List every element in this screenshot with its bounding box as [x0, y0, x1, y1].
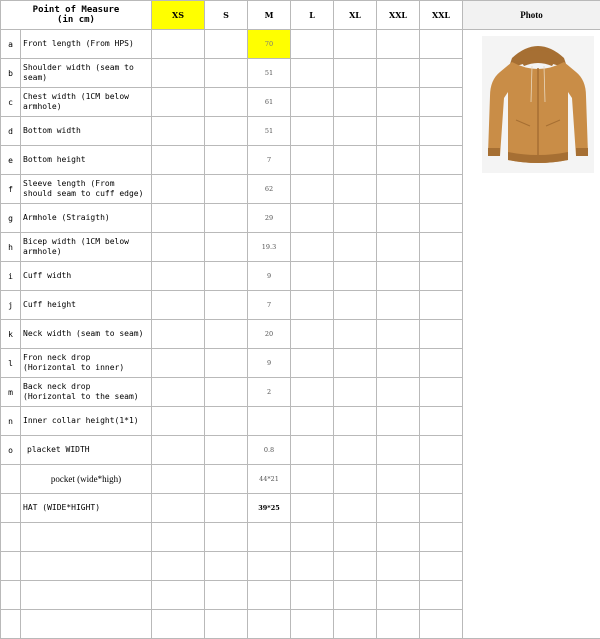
size-value-cell[interactable] — [377, 262, 420, 291]
hoodie-icon — [482, 36, 594, 173]
size-value-cell[interactable] — [420, 30, 463, 59]
row-label: Bicep width (1CM below armhole) — [21, 233, 152, 262]
size-value-cell[interactable] — [205, 30, 248, 59]
size-m-value[interactable]: 70 — [248, 30, 291, 59]
size-value-cell[interactable] — [420, 407, 463, 436]
size-value-cell[interactable] — [377, 349, 420, 378]
size-value-cell[interactable] — [205, 59, 248, 88]
size-value-cell[interactable] — [377, 204, 420, 233]
size-value-cell[interactable] — [205, 262, 248, 291]
size-m-value[interactable] — [248, 610, 291, 639]
size-value-cell[interactable] — [205, 610, 248, 639]
size-value-cell[interactable] — [377, 494, 420, 523]
size-value-cell[interactable] — [334, 436, 377, 465]
row-code: k — [1, 320, 21, 349]
size-value-cell[interactable] — [377, 88, 420, 117]
size-value-cell[interactable] — [334, 494, 377, 523]
row-code: d — [1, 117, 21, 146]
row-label: Armhole (Straigth) — [21, 204, 152, 233]
size-header-xl[interactable]: XL — [334, 1, 377, 30]
size-value-cell[interactable] — [291, 175, 334, 204]
row-code: n — [1, 407, 21, 436]
size-value-cell[interactable] — [152, 262, 205, 291]
size-value-cell[interactable] — [205, 494, 248, 523]
size-value-cell[interactable] — [377, 291, 420, 320]
size-value-cell[interactable] — [334, 523, 377, 552]
size-value-cell[interactable] — [152, 117, 205, 146]
size-m-value[interactable]: 20 — [248, 320, 291, 349]
size-value-cell[interactable] — [334, 262, 377, 291]
size-m-value[interactable]: 44*21 — [248, 465, 291, 494]
size-value-cell[interactable] — [152, 320, 205, 349]
size-value-cell[interactable] — [420, 175, 463, 204]
size-value-cell[interactable] — [152, 59, 205, 88]
row-code — [1, 552, 21, 581]
size-value-cell[interactable] — [152, 291, 205, 320]
size-m-value[interactable]: 39*25 — [248, 494, 291, 523]
size-value-cell[interactable] — [334, 117, 377, 146]
size-m-value[interactable]: 62 — [248, 175, 291, 204]
size-value-cell[interactable] — [205, 407, 248, 436]
size-value-cell[interactable] — [420, 117, 463, 146]
header-row — [1, 1, 600, 30]
product-photo — [482, 36, 594, 173]
size-value-cell[interactable] — [291, 59, 334, 88]
size-value-cell[interactable] — [205, 581, 248, 610]
size-value-cell[interactable] — [291, 320, 334, 349]
size-value-cell[interactable] — [205, 465, 248, 494]
table-row — [1, 30, 600, 59]
size-value-cell[interactable] — [205, 204, 248, 233]
size-m-value[interactable]: 61 — [248, 88, 291, 117]
size-value-cell[interactable] — [291, 291, 334, 320]
size-value-cell[interactable] — [420, 465, 463, 494]
row-code: m — [1, 378, 21, 407]
size-value-cell[interactable] — [334, 349, 377, 378]
row-code — [1, 494, 21, 523]
size-value-cell[interactable] — [291, 436, 334, 465]
size-value-cell[interactable] — [420, 581, 463, 610]
size-header-l[interactable]: L — [291, 1, 334, 30]
size-value-cell[interactable] — [377, 378, 420, 407]
size-header-xxl-2[interactable]: XXL — [420, 1, 463, 30]
size-value-cell[interactable] — [205, 523, 248, 552]
size-value-cell[interactable] — [205, 436, 248, 465]
size-value-cell[interactable] — [152, 233, 205, 262]
size-m-value[interactable]: 2 — [248, 378, 291, 407]
size-value-cell[interactable] — [152, 465, 205, 494]
size-value-cell[interactable] — [420, 494, 463, 523]
size-m-value[interactable] — [248, 523, 291, 552]
size-value-cell[interactable] — [291, 204, 334, 233]
size-value-cell[interactable] — [420, 320, 463, 349]
size-value-cell[interactable] — [334, 610, 377, 639]
size-header-xs[interactable]: XS — [152, 1, 205, 30]
size-value-cell[interactable] — [205, 378, 248, 407]
size-value-cell[interactable] — [152, 581, 205, 610]
row-code: l — [1, 349, 21, 378]
row-label — [21, 552, 152, 581]
point-of-measure-header: Point of Measure (in cm) — [1, 1, 152, 30]
row-code: g — [1, 204, 21, 233]
row-label: Front length (From HPS) — [21, 30, 152, 59]
size-value-cell[interactable] — [420, 291, 463, 320]
row-label: Back neck drop (Horizontal to the seam) — [21, 378, 152, 407]
size-m-value[interactable]: 51 — [248, 117, 291, 146]
size-value-cell[interactable] — [152, 552, 205, 581]
row-label: Fron neck drop (Horizontal to inner) — [21, 349, 152, 378]
size-value-cell[interactable] — [377, 610, 420, 639]
size-m-value[interactable] — [248, 552, 291, 581]
size-value-cell[interactable] — [334, 30, 377, 59]
size-value-cell[interactable] — [152, 88, 205, 117]
size-value-cell[interactable] — [420, 610, 463, 639]
size-m-value[interactable] — [248, 581, 291, 610]
size-value-cell[interactable] — [291, 494, 334, 523]
size-value-cell[interactable] — [205, 146, 248, 175]
row-label: Sleeve length (From should seam to cuff edge) — [21, 175, 152, 204]
size-value-cell[interactable] — [420, 262, 463, 291]
size-m-value[interactable]: 9 — [248, 262, 291, 291]
size-value-cell[interactable] — [152, 146, 205, 175]
row-label: Cuff height — [21, 291, 152, 320]
size-value-cell[interactable] — [205, 117, 248, 146]
size-value-cell[interactable] — [152, 494, 205, 523]
size-value-cell[interactable] — [420, 204, 463, 233]
row-code — [1, 523, 21, 552]
size-value-cell[interactable] — [291, 378, 334, 407]
size-value-cell[interactable] — [377, 320, 420, 349]
row-label: placket WIDTH — [21, 436, 152, 465]
size-m-value[interactable]: 19.3 — [248, 233, 291, 262]
size-value-cell[interactable] — [334, 146, 377, 175]
row-label — [21, 610, 152, 639]
row-code: i — [1, 262, 21, 291]
size-value-cell[interactable] — [334, 204, 377, 233]
size-value-cell[interactable] — [420, 146, 463, 175]
size-header-s[interactable]: S — [205, 1, 248, 30]
row-label: Bottom width — [21, 117, 152, 146]
row-code: j — [1, 291, 21, 320]
size-m-value[interactable]: 29 — [248, 204, 291, 233]
row-code: c — [1, 88, 21, 117]
row-label: Bottom height — [21, 146, 152, 175]
size-value-cell[interactable] — [291, 349, 334, 378]
size-value-cell[interactable] — [205, 233, 248, 262]
row-code: o — [1, 436, 21, 465]
size-value-cell[interactable] — [291, 523, 334, 552]
size-m-value[interactable] — [248, 407, 291, 436]
size-value-cell[interactable] — [334, 175, 377, 204]
size-value-cell[interactable] — [377, 465, 420, 494]
size-value-cell[interactable] — [334, 378, 377, 407]
row-label: Inner collar height(1*1) — [21, 407, 152, 436]
size-value-cell[interactable] — [205, 349, 248, 378]
row-code — [1, 610, 21, 639]
size-value-cell[interactable] — [152, 523, 205, 552]
size-m-value[interactable]: 9 — [248, 349, 291, 378]
size-value-cell[interactable] — [334, 407, 377, 436]
photo-header: Photo — [463, 1, 600, 30]
row-label: pocket (wide*high) — [21, 465, 152, 494]
size-value-cell[interactable] — [205, 552, 248, 581]
size-value-cell[interactable] — [420, 349, 463, 378]
size-value-cell[interactable] — [205, 88, 248, 117]
size-value-cell[interactable] — [420, 436, 463, 465]
size-value-cell[interactable] — [377, 59, 420, 88]
size-value-cell[interactable] — [152, 349, 205, 378]
row-label: Neck width (seam to seam) — [21, 320, 152, 349]
size-value-cell[interactable] — [334, 320, 377, 349]
size-value-cell[interactable] — [205, 291, 248, 320]
row-code: f — [1, 175, 21, 204]
size-value-cell[interactable] — [334, 233, 377, 262]
size-value-cell[interactable] — [334, 59, 377, 88]
size-value-cell[interactable] — [291, 30, 334, 59]
size-value-cell[interactable] — [377, 407, 420, 436]
size-value-cell[interactable] — [420, 88, 463, 117]
size-m-value[interactable]: 51 — [248, 59, 291, 88]
size-value-cell[interactable] — [205, 320, 248, 349]
size-value-cell[interactable] — [291, 233, 334, 262]
size-value-cell[interactable] — [334, 552, 377, 581]
photo-cell — [463, 30, 600, 639]
row-code: e — [1, 146, 21, 175]
size-value-cell[interactable] — [377, 581, 420, 610]
row-code: a — [1, 30, 21, 59]
size-value-cell[interactable] — [152, 436, 205, 465]
row-code — [1, 581, 21, 610]
size-value-cell[interactable] — [377, 117, 420, 146]
size-value-cell[interactable] — [377, 523, 420, 552]
size-value-cell[interactable] — [291, 262, 334, 291]
size-value-cell[interactable] — [420, 59, 463, 88]
row-label: Cuff width — [21, 262, 152, 291]
row-label: Shoulder width (seam to seam) — [21, 59, 152, 88]
row-code — [1, 465, 21, 494]
size-value-cell[interactable] — [377, 233, 420, 262]
row-code: b — [1, 59, 21, 88]
size-value-cell[interactable] — [377, 436, 420, 465]
size-header-m[interactable]: M — [248, 1, 291, 30]
size-value-cell[interactable] — [377, 30, 420, 59]
size-value-cell[interactable] — [291, 581, 334, 610]
size-value-cell[interactable] — [420, 378, 463, 407]
size-value-cell[interactable] — [152, 610, 205, 639]
size-m-value[interactable]: 7 — [248, 146, 291, 175]
size-value-cell[interactable] — [205, 175, 248, 204]
size-value-cell[interactable] — [334, 88, 377, 117]
size-value-cell[interactable] — [152, 407, 205, 436]
size-value-cell[interactable] — [420, 233, 463, 262]
size-m-value[interactable]: 7 — [248, 291, 291, 320]
row-label — [21, 581, 152, 610]
size-value-cell[interactable] — [334, 581, 377, 610]
row-label: Chest width (1CM below armhole) — [21, 88, 152, 117]
size-value-cell[interactable] — [334, 465, 377, 494]
size-value-cell[interactable] — [291, 465, 334, 494]
size-value-cell[interactable] — [377, 175, 420, 204]
size-value-cell[interactable] — [377, 146, 420, 175]
size-value-cell[interactable] — [420, 552, 463, 581]
size-header-xxl[interactable]: XXL — [377, 1, 420, 30]
size-value-cell[interactable] — [334, 291, 377, 320]
row-label — [21, 523, 152, 552]
size-value-cell[interactable] — [291, 146, 334, 175]
size-value-cell[interactable] — [152, 30, 205, 59]
size-value-cell[interactable] — [291, 88, 334, 117]
size-value-cell[interactable] — [377, 552, 420, 581]
size-value-cell[interactable] — [291, 407, 334, 436]
size-value-cell[interactable] — [420, 523, 463, 552]
row-code: h — [1, 233, 21, 262]
size-value-cell[interactable] — [291, 552, 334, 581]
size-m-value[interactable]: 0.8 — [248, 436, 291, 465]
size-value-cell[interactable] — [291, 610, 334, 639]
row-label: HAT (WIDE*HIGHT) — [21, 494, 152, 523]
size-value-cell[interactable] — [152, 175, 205, 204]
size-value-cell[interactable] — [291, 117, 334, 146]
size-value-cell[interactable] — [152, 204, 205, 233]
size-value-cell[interactable] — [152, 378, 205, 407]
